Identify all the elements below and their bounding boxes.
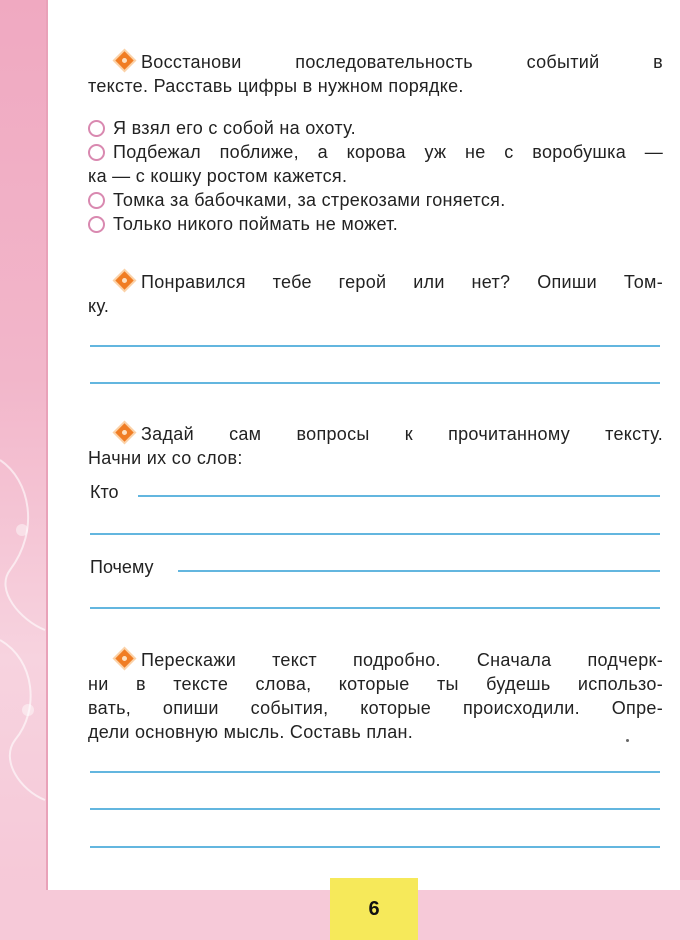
answer-line[interactable] (178, 570, 660, 572)
sequence-options (88, 116, 663, 236)
number-circle[interactable] (88, 120, 105, 137)
option-item-continued (88, 164, 663, 188)
option-text: Подбежал поближе, а корова уж не с воробушка — (113, 142, 663, 162)
task-2-text-line: Понравился тебе герой или нет? Опиши Том- (88, 270, 663, 294)
task-4-text-line: дели основную мысль. Составь план. (88, 722, 414, 742)
task-3 (88, 422, 663, 470)
task-1-text-line: Восстанови последовательность событий в (88, 50, 663, 74)
floral-pattern-icon (0, 420, 50, 840)
number-circle[interactable] (88, 192, 105, 209)
question-word-label: Кто (90, 482, 119, 502)
task-2-text-line: ку. (88, 296, 110, 316)
task-1-text-line: тексте. Расставь цифры в нужном порядке. (88, 76, 464, 96)
answer-line[interactable] (90, 771, 660, 773)
number-circle[interactable] (88, 144, 105, 161)
option-text: ка — с кошку ростом кажется. (88, 166, 348, 186)
left-decorative-border (0, 0, 50, 940)
task-3-text-line: Задай сам вопросы к прочитанному тексту. (88, 422, 663, 446)
task-diamond-icon (115, 51, 133, 69)
stray-dot (626, 739, 629, 742)
option-text: Я взял его с собой на охоту. (113, 118, 356, 138)
option-item (88, 116, 663, 140)
question-word-label: Почему (90, 557, 154, 577)
answer-line[interactable] (90, 607, 660, 609)
option-text: Томка за бабочками, за стрекозами гоняется. (113, 190, 506, 210)
task-3-text-line: Начни их со слов: (88, 448, 243, 468)
answer-line[interactable] (90, 846, 660, 848)
task-4-text-line: ни в тексте слова, которые ты будешь использо- (88, 674, 663, 694)
answer-line[interactable] (90, 808, 660, 810)
task-1 (88, 50, 663, 98)
answer-line[interactable] (90, 382, 660, 384)
option-item (88, 212, 663, 236)
task-2 (88, 270, 663, 318)
answer-line[interactable] (138, 495, 660, 497)
task-diamond-icon (115, 423, 133, 441)
answer-line[interactable] (90, 345, 660, 347)
task-4-text-line: вать, опиши события, которые происходили. Опре- (88, 698, 663, 718)
number-circle[interactable] (88, 216, 105, 233)
answer-line[interactable] (90, 533, 660, 535)
task-diamond-icon (115, 271, 133, 289)
option-item (88, 140, 663, 164)
option-text: Только никого поймать не может. (113, 214, 399, 234)
task-4 (88, 648, 663, 744)
page-number: 6 (330, 878, 418, 940)
task-4-text-line: Перескажи текст подробно. Сначала подчерк- (88, 648, 663, 672)
task-diamond-icon (115, 649, 133, 667)
option-item (88, 188, 663, 212)
